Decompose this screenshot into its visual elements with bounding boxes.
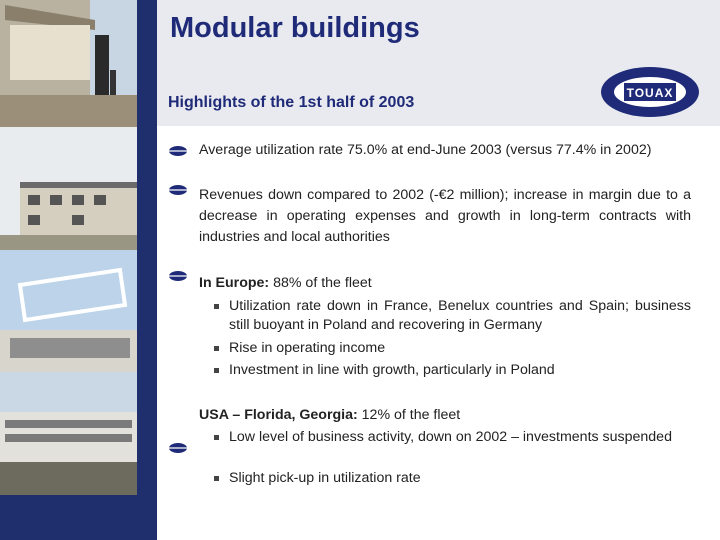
page-subtitle: Highlights of the 1st half of 2003 bbox=[168, 94, 415, 111]
bullet-europe-heading: In Europe: bbox=[199, 275, 270, 291]
bullet-europe bbox=[199, 273, 691, 294]
photo-building-site bbox=[0, 372, 137, 495]
bullet-usa-text: 12% of the fleet bbox=[357, 407, 461, 423]
square-bullet-icon bbox=[214, 435, 219, 440]
sub-bullet bbox=[211, 339, 691, 358]
square-bullet-icon bbox=[214, 346, 219, 351]
bullet-icon bbox=[168, 145, 188, 157]
page-title: Modular buildings bbox=[170, 12, 420, 44]
sub-bullet-text: Investment in line with growth, particularly in Poland bbox=[229, 362, 555, 378]
bullet-europe-text: 88% of the fleet bbox=[269, 275, 372, 291]
sub-bullet bbox=[211, 469, 691, 488]
photo-modular-building bbox=[0, 127, 137, 250]
sub-bullet bbox=[211, 428, 691, 447]
left-photo-strip bbox=[0, 0, 157, 540]
logo-text: TOUAX bbox=[626, 86, 674, 100]
sub-bullet-text: Utilization rate down in France, Benelux countries and Spain; business still buoyant in Poland and recovering in Germany bbox=[229, 298, 691, 333]
photo-module-frame bbox=[0, 250, 137, 372]
bullet-icon bbox=[168, 270, 188, 282]
bullet-usa-heading: USA – Florida, Georgia: bbox=[199, 407, 358, 423]
sub-bullet bbox=[211, 297, 691, 335]
photo-modular-unit-crane bbox=[0, 0, 137, 127]
square-bullet-icon bbox=[214, 476, 219, 481]
square-bullet-icon bbox=[214, 368, 219, 373]
bullet-utilization-rate: Average utilization rate 75.0% at end-June 2003 (versus 77.4% in 2002) bbox=[199, 142, 652, 158]
bullet-icon bbox=[168, 442, 188, 454]
sub-bullet-text: Slight pick-up in utilization rate bbox=[229, 470, 421, 486]
touax-logo bbox=[600, 66, 700, 118]
sub-bullet-text: Low level of business activity, down on 2002 – investments suspended bbox=[229, 429, 672, 445]
square-bullet-icon bbox=[214, 304, 219, 309]
sub-bullet-text: Rise in operating income bbox=[229, 340, 386, 356]
bullet-icon bbox=[168, 184, 188, 196]
bullet-usa bbox=[199, 405, 691, 426]
bullet-revenues: Revenues down compared to 2002 (-€2 million); increase in margin due to a decrease in operating expenses and growth in long-term contracts with industries and local authorities bbox=[199, 187, 691, 245]
sub-bullet bbox=[211, 361, 691, 380]
